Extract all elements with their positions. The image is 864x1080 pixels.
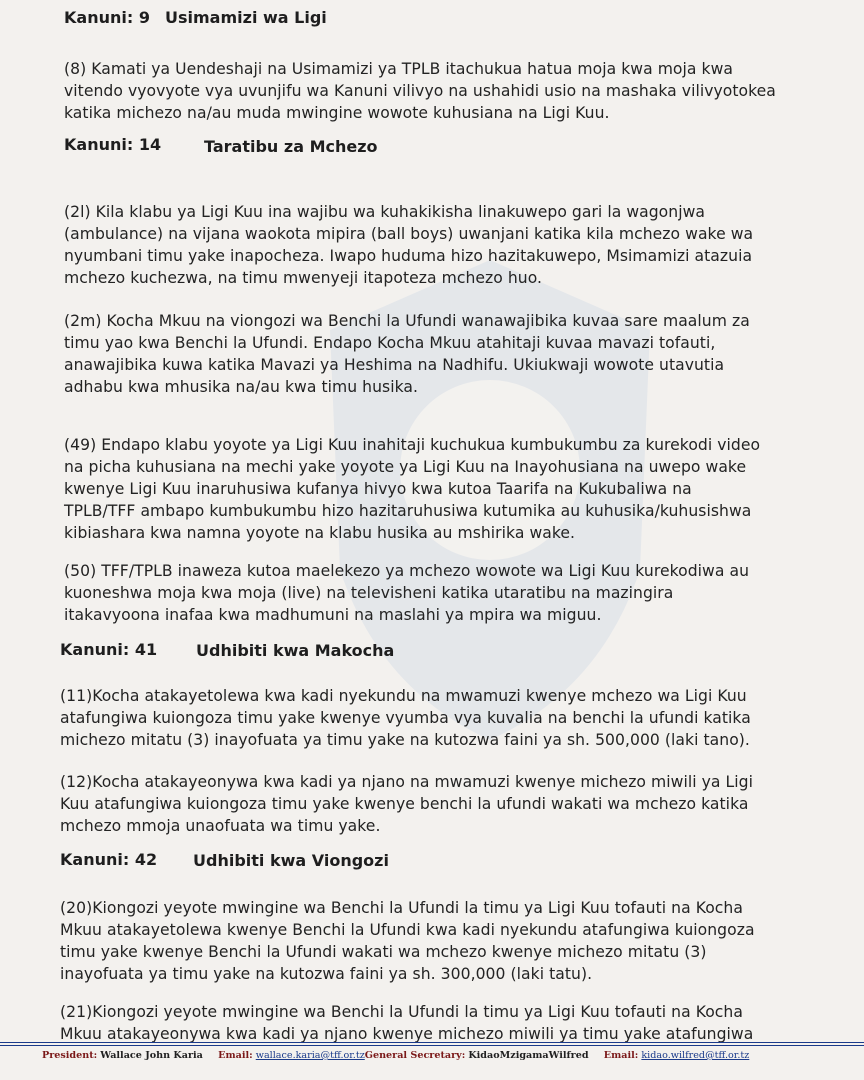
email-label: Email: (218, 1050, 253, 1061)
article-number: Kanuni: 14 (64, 135, 162, 154)
president-email-link[interactable]: wallace.karia@tff.or.tz (255, 1050, 365, 1061)
article-title: Udhibiti kwa Viongozi (193, 851, 389, 870)
article-title: Udhibiti kwa Makocha (196, 641, 395, 660)
article-title: Usimamizi wa Ligi (165, 8, 327, 27)
president-name: Wallace John Karia (100, 1050, 203, 1061)
article-heading (64, 8, 150, 27)
article-number: Kanuni: 41 (60, 640, 158, 659)
secretary-name: KidaoMzigamaWilfred (468, 1050, 589, 1061)
secretary-label: General Secretary: (364, 1050, 466, 1061)
paragraph: (50) TFF/TPLB inaweza kutoa maelekezo ya mchezo wowote wa Ligi Kuu kurekodiwa au kuoneshwa moja kwa moja (live) na televisheni katika utaratibu na mazingira itakavyoona inafaa kwa madhumuni na maslahi ya mpira wa miguu. (64, 562, 749, 624)
article-number: Kanuni: 9 (64, 8, 150, 27)
paragraph: (20)Kiongozi yeyote mwingine wa Benchi la Ufundi la timu ya Ligi Kuu tofauti na Kocha Mkuu atakayetolewa kwenye Benchi la Ufundi kwa kadi nyekundu atafungiwa kuiongoza timu yake kwenye Benchi la Ufundi wakati wa mchezo kwenye michezo mitatu (3) inayofuata ya timu yake na kutozwa faini ya sh. 300,000 (laki tatu). (60, 899, 755, 983)
paragraph: (21)Kiongozi yeyote mwingine wa Benchi la Ufundi la timu ya Ligi Kuu tofauti na Kocha Mkuu atakayeonywa kwa kadi ya njano kwenye michezo miwili ya timu yake atafungiwa (60, 1003, 754, 1043)
paragraph: (2l) Kila klabu ya Ligi Kuu ina wajibu wa kuhakikisha linakuwepo gari la wagonjwa (ambulance) na vijana waokota mipira (ball boys) uwanjani katika kila mchezo wake wa nyumbani timu yake inapocheza. Iwapo huduma hizo hazitakuwepo, Msimamizi atazuia mchezo kuchezwa, na timu mwenyeji itapoteza mchezo huo. (64, 203, 754, 287)
paragraph: (2m) Kocha Mkuu na viongozi wa Benchi la Ufundi wanawajibika kuvaa sare maalum za timu yao kwa Benchi la Ufundi. Endapo Kocha Mkuu atahitaji kuvaa mavazi tofauti, anawajibika kuwa katika Mavazi ya Heshima na Nadhifu. Ukiukwaji wowote utavutia adhabu kwa mhusika na/au kwa timu husika. (64, 312, 750, 396)
paragraph: (11)Kocha atakayetolewa kwa kadi nyekundu na mwamuzi kwenye mchezo wa Ligi Kuu atafungiwa kuiongoza timu yake kwenye vyumba vya kuvalia na benchi la ufundi katika michezo mitatu (3) inayofuata ya timu yake na kutozwa faini ya sh. 500,000 (laki tano). (60, 687, 751, 749)
email-label: Email: (603, 1050, 639, 1061)
letterhead-footer (42, 1050, 852, 1061)
president-label: President: (42, 1050, 98, 1061)
article-number: Kanuni: 42 (60, 850, 158, 869)
paragraph: (49) Endapo klabu yoyote ya Ligi Kuu inahitaji kuchukua kumbukumbu za kurekodi video na picha kuhusiana na mechi yake yoyote ya Ligi Kuu na Inayohusiana na uwepo wake kwenye Ligi Kuu inaruhusiwa kufanya hivyo kwa kutoa Taarifa na Kukubaliwa na TPLB/TFF ambapo kumbukumbu hizo hazitaruhusiwa kutumika au kuhusika/kuhusishwa kibiashara kwa namna yoyote na klabu husika au mshirika wake. (64, 436, 761, 542)
paragraph: (12)Kocha atakayeonywa kwa kadi ya njano na mwamuzi kwenye michezo miwili ya Ligi Kuu atafungiwa kuiongoza timu yake kwenye benchi la ufundi wakati wa mchezo katika mchezo mmoja unaofuata wa timu yake. (60, 773, 753, 835)
article-title: Taratibu za Mchezo (204, 137, 378, 156)
footer-rule (0, 1045, 864, 1046)
secretary-email-link[interactable]: kidao.wilfred@tff.or.tz (641, 1050, 750, 1061)
paragraph: (8) Kamati ya Uendeshaji na Usimamizi ya TPLB itachukua hatua moja kwa moja kwa vitendo vyovyote vya uvunjifu wa Kanuni vilivyo na ushahidi usio na mashaka vilivyotokea katika michezo na/au muda mwingine wowote kuhusiana na Ligi Kuu. (64, 60, 776, 122)
footer-rule (0, 1042, 864, 1043)
